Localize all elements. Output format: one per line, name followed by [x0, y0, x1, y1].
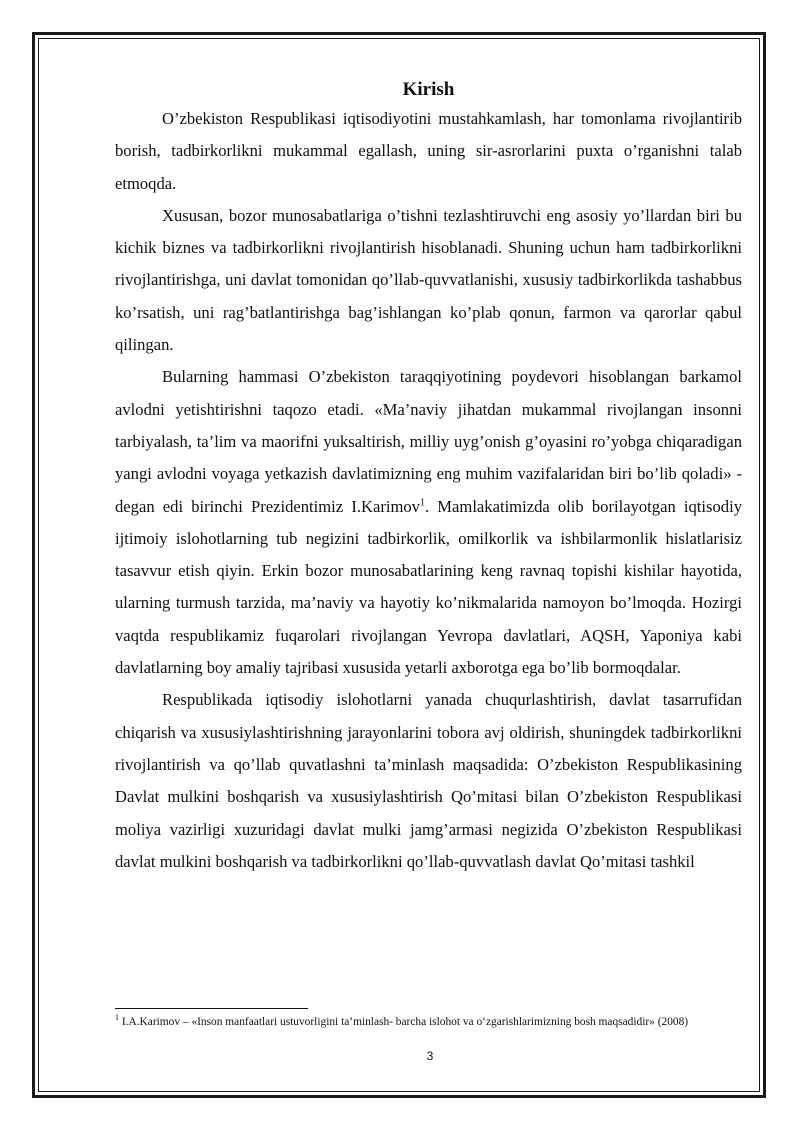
page-title: Kirish: [402, 79, 455, 100]
footnote: [115, 1015, 735, 1030]
paragraph-2: Xususan, bozor munosabatlariga o’tishni tezlashtiruvchi eng asosiy yo’llardan biri bu kichik biznes va tadbirkorlikni rivojlantirish hisoblanadi. Shuning uchun ham tadbirkorlikni rivojlantirishga, uni davlat tomonidan qo’llab-quvvatlanishi, xususiy tadbirkorlikda tashabbus ko’rsatish, uni rag’batlantirishga bag’ishlangan ko’plab qonun, farmon va qarorlar qabul qilingan.: [115, 205, 742, 355]
footnote-text: I.A.Karimov – «Inson manfaatlari ustuvorligini ta’minlash- barcha islohot va o‘zgarishlarimizning bosh maqsadidir» (2008): [119, 1016, 689, 1028]
footnote-reference[interactable]: 1: [419, 497, 425, 509]
footnote-separator: [115, 1008, 308, 1009]
paragraph-3: [115, 361, 742, 684]
paragraph-3-text-before: Bularning hammasi O’zbekiston taraqqiyotining poydevori hisoblangan barkamol avlodni yetishtirishni taqozo etadi. «Ma’naviy jihatdan mukammal rivojlangan insonni tarbiyalash, ta’lim va maorifni yuksaltirish, milliy uyg’onish g’oyasini ro’yobga chiqaradigan yangi avlodni voyaga yetkazish davlatimizning eng muhim vazifalaridan biri bo’lib qoladi» - degan edi birinchi Prezidentimiz I.Karimov: [115, 367, 742, 516]
paragraph-4: Respublikada iqtisodiy islohotlarni yanada chuqurlashtirish, davlat tasarrufidan chiqarish va xususiylashtirishning jarayonlarini tobora avj oldirish, shuningdek tadbirkorlikni rivojlantirish va qo’llab quvatlashni ta’minlash maqsadida: O’zbekiston Respublikasining Davlat mulkini boshqarish va xususiylashtirish Qo’mitasi bilan O’zbekiston Respublikasi moliya vazirligi xuzuridagi davlat mulki jamg’armasi negizida O’zbekiston Respublikasi davlat mulkini boshqarish va tadbirkorlikni qo’llab-quvvatlash davlat Qo’mitasi tashkil: [115, 690, 742, 871]
page-number: 3: [426, 1049, 434, 1063]
paragraph-3-text-after: . Mamlakatimizda olib borilayotgan iqtisodiy ijtimoiy islohotlarning tub negizini tadbirkorlik, omilkorlik va ishbilarmonlik hislatlarisiz tasavvur etish qiyin. Erkin bozor munosabatlarining keng ravnaq topishi kishilar hayotida, ularning turmush tarzida, ma’naviy va hayotiy ko’nikmalarida namoyon bo’lmoqda. Hozirgi vaqtda respublikamiz fuqarolari rivojlangan Yevropa davlatlari, AQSH, Yaponiya kabi davlatlarning boy amaliy tajribasi xususida yetarli axborotga ega bo’lib bormoqdalar.: [115, 496, 742, 678]
paragraph-1: O’zbekiston Respublikasi iqtisodiyotini mustahkamlash, har tomonlama rivojlantirib borish, tadbirkorlikni mukammal egallash, uning sir-asrorlarini puxta o’rganishni talab etmoqda.: [115, 109, 742, 193]
footnote-marker: 1: [115, 1013, 119, 1023]
page-body: [115, 77, 742, 878]
